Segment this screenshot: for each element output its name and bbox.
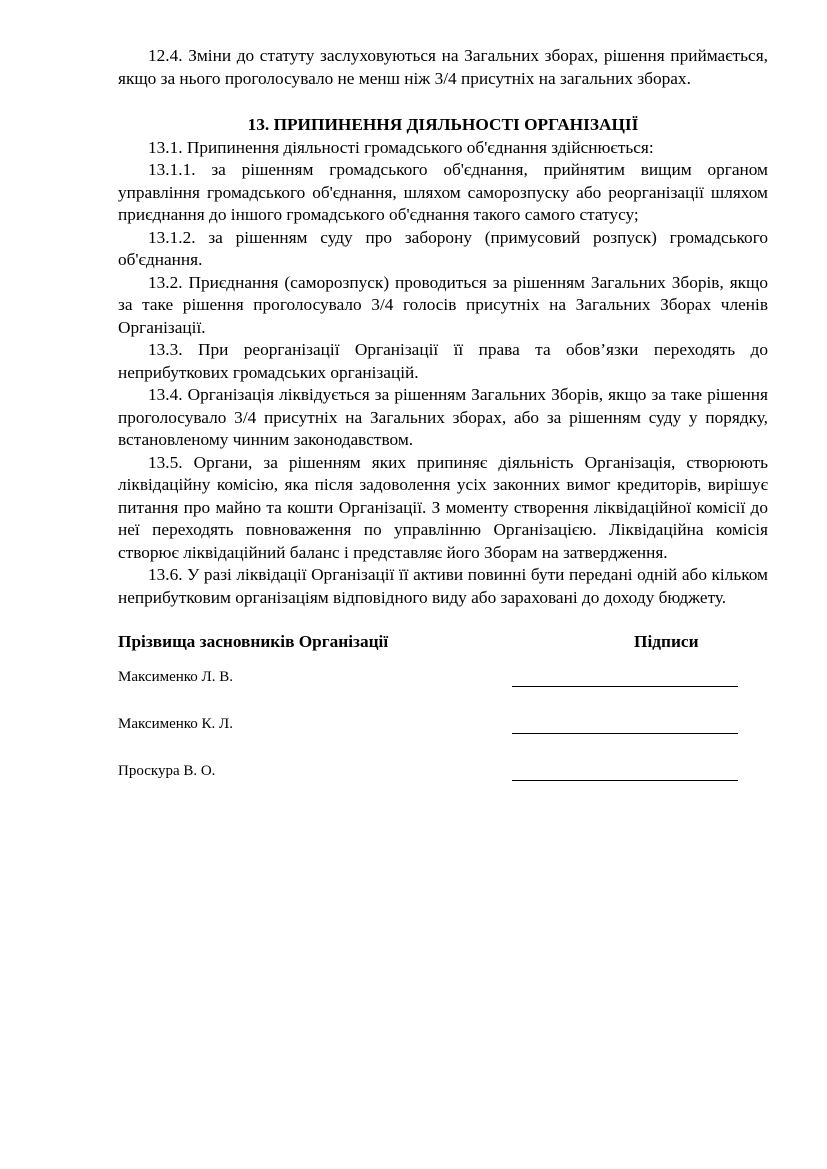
paragraph-13-6: 13.6. У разі ліквідації Організації її активи повинні бути передані одній або кільком неприбутковим організаціям відповідного виду або зараховані до доходу бюджету. [118,565,768,607]
paragraph-13-2: 13.2. Приєднання (саморозпуск) проводиться за рішенням Загальних Зборів, якщо за таке рішення проголосувало 3/4 голосів присутніх на Загальних Зборах членів Організації. [118,272,768,337]
signature-line [512,716,738,734]
paragraph-12-4: 12.4. Зміни до статуту заслуховуються на Загальних зборах, рішення приймається, якщо за нього проголосувало не менш ніж 3/4 присутніх на загальних зборах. [118,46,768,88]
paragraph-13-1: 13.1. Припинення діяльності громадського об'єднання здійснюється: [148,137,654,157]
paragraph-13-1-1: 13.1.1. за рішенням громадського об'єднання, прийнятим вищим органом управління громадського об'єднання, шляхом саморозпуску або реорганізації шляхом приєднання до іншого громадського об'єднання такого самого статусу; [118,160,768,224]
signature-line [512,669,738,687]
founders-label: Прізвища засновників Організації [118,632,389,651]
founder-name: Максименко К. Л. [118,716,233,732]
paragraph-13-5: 13.5. Органи, за рішенням яких припиняє діяльність Організація, створюють ліквідаційну комісію, яка після задоволення усіх законних вимог кредиторів, вирішує питання про майно та кошти Організації. З моменту створення ліквідаційної комісії до неї переходять повноваження по управлінню Організацією. Ліквідаційна комісія створює ліквідаційний баланс і представляє його Зборам на затвердження. [118,452,768,562]
paragraph-13-3: 13.3. При реорганізації Організації її права та обов’язки переходять до неприбуткових громадських організацій. [118,340,768,382]
founder-name: Проскура В. О. [118,763,216,779]
founder-name: Максименко Л. В. [118,669,233,685]
section-title: 13. ПРИПИНЕННЯ ДІЯЛЬНОСТІ ОРГАНІЗАЦІЇ [247,115,639,134]
signature-row [118,703,768,750]
paragraph-13-1-2: 13.1.2. за рішенням суду про заборону (примусовий розпуск) громадського об'єднання. [118,227,768,269]
signatures-label: Підписи [634,632,699,651]
signature-header [118,632,768,656]
signature-line [512,763,738,781]
paragraph-13-4: 13.4. Організація ліквідується за рішенням Загальних Зборів, якщо за таке рішення проголосувало 3/4 присутніх на Загальних зборах, або за рішенням суду у порядку, встановленому чинним законодавством. [118,385,768,449]
signature-row [118,656,768,703]
signature-row [118,750,768,797]
